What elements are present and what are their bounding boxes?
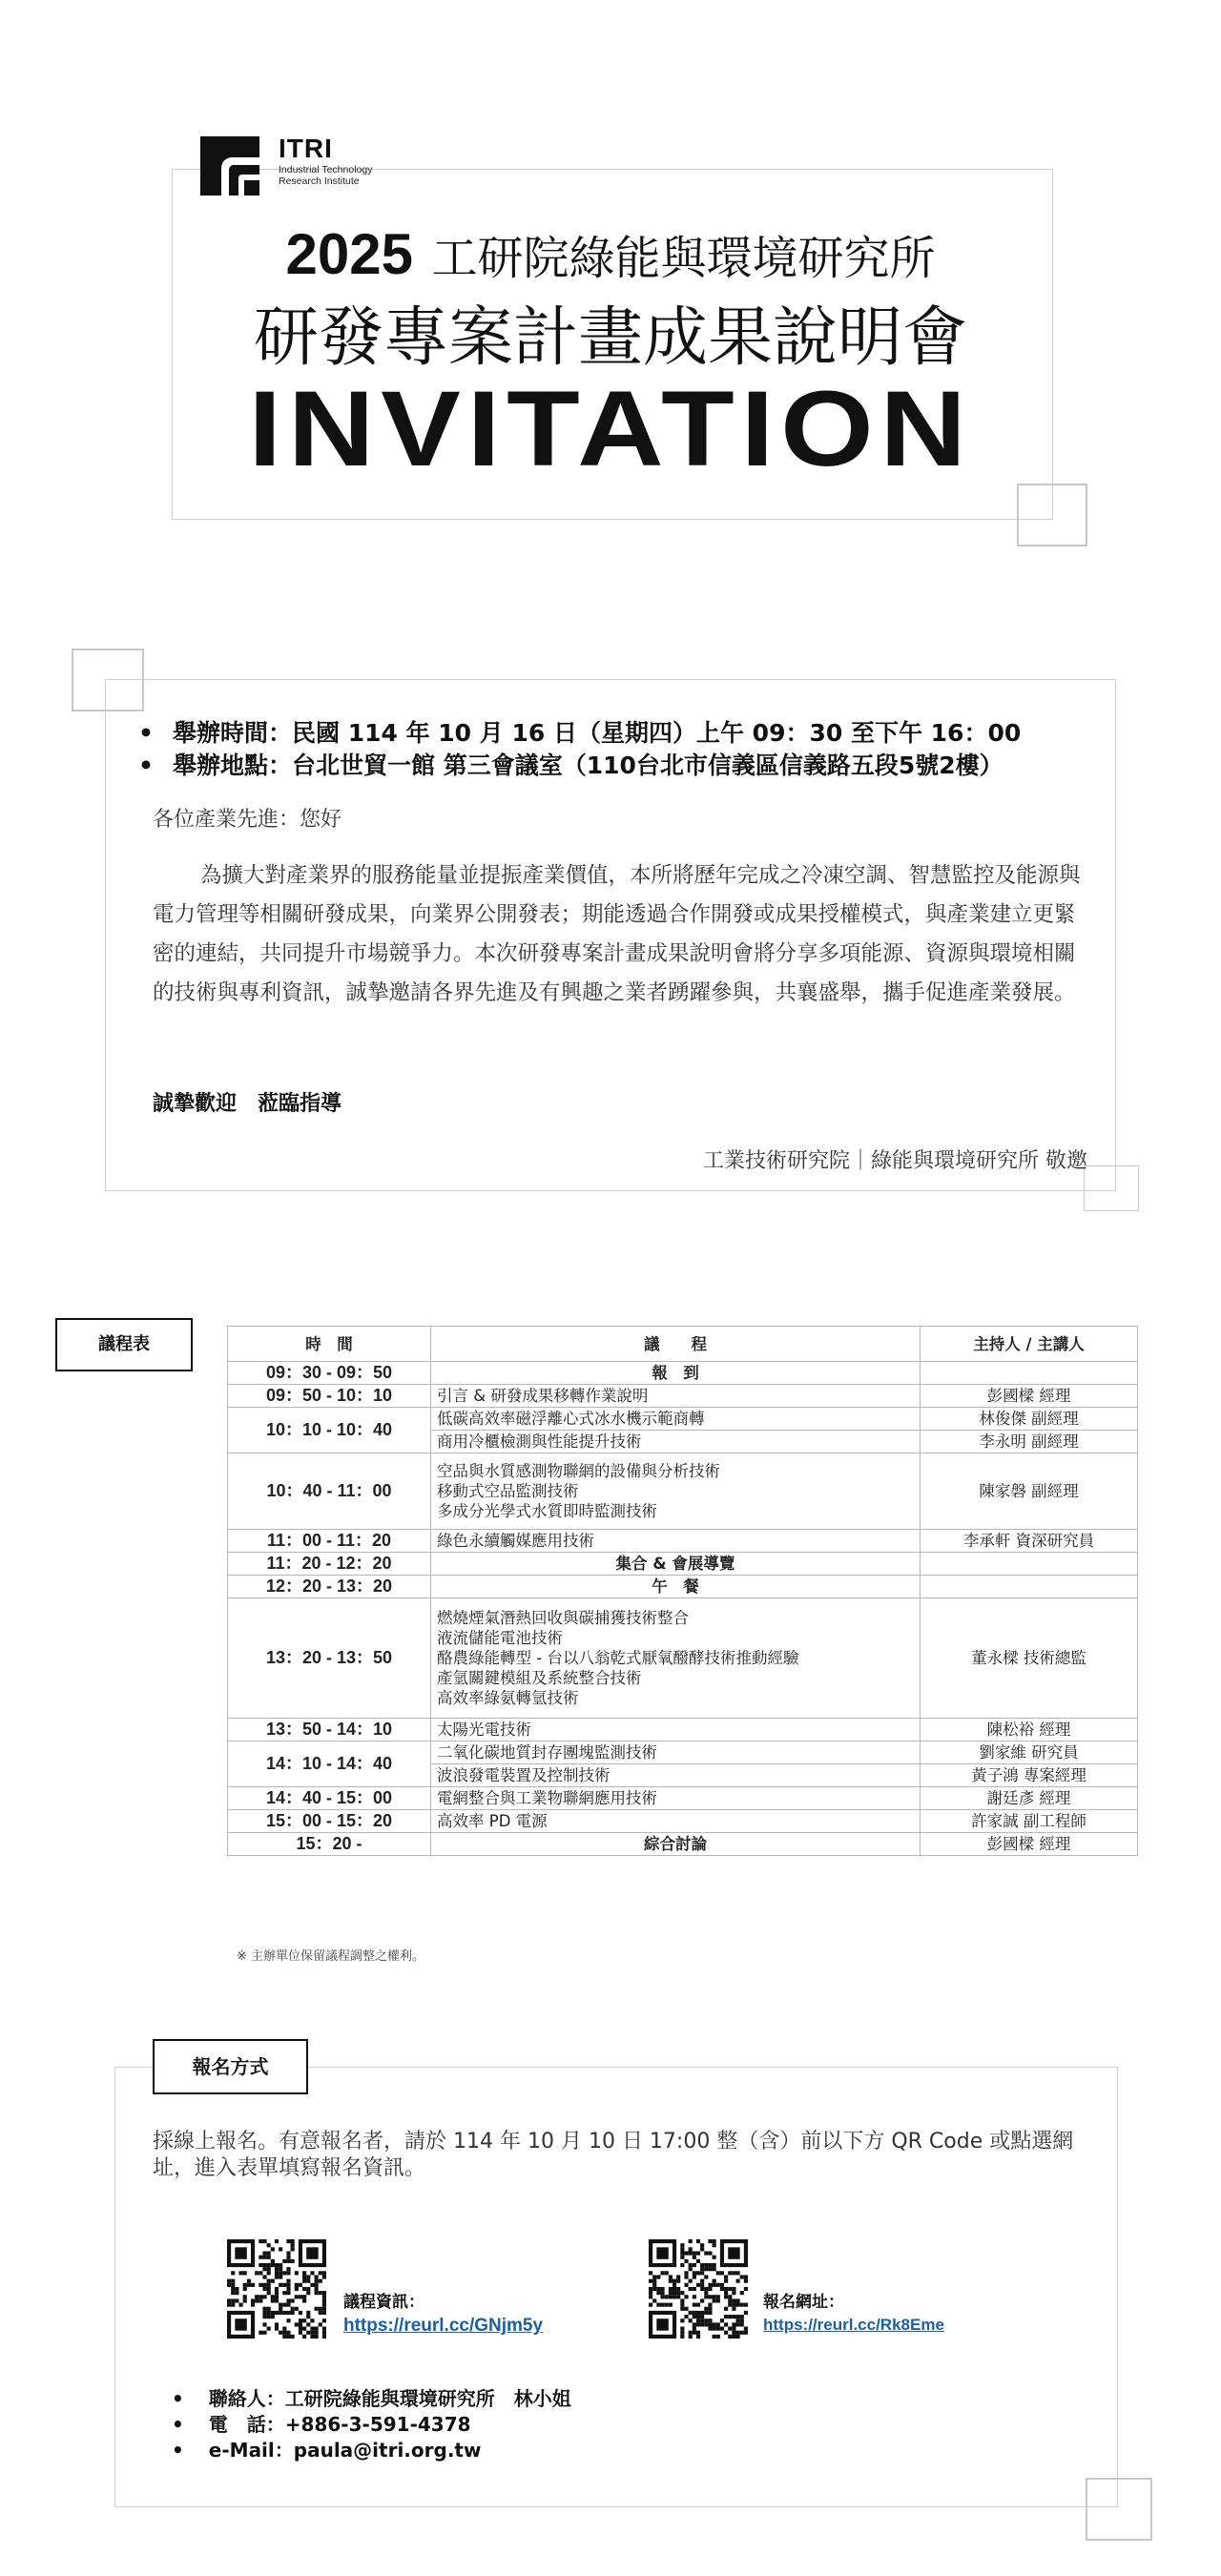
table-row	[228, 1833, 1138, 1856]
qr-registration-info	[763, 2289, 944, 2335]
table-row	[228, 1787, 1138, 1810]
row-speaker: 陳松裕 經理	[921, 1719, 1138, 1741]
agenda-table	[227, 1326, 1138, 1856]
contact-phone: • 電 話：+886-3-591-4378	[172, 2412, 571, 2438]
row-speaker: 李承軒 資深研究員	[921, 1530, 1138, 1553]
row-topic: 集合 & 會展導覽	[431, 1553, 921, 1576]
table-row	[228, 1719, 1138, 1741]
contact-person: • 聯絡人：工研院綠能與環境研究所 林小姐	[172, 2386, 571, 2412]
table-row	[228, 1385, 1138, 1408]
row-topic: 商用冷櫃檢測與性能提升技術	[431, 1431, 921, 1453]
row-time: 11：20 - 12：20	[228, 1553, 431, 1576]
welcome-line: 誠摯歡迎 蒞臨指導	[153, 1092, 342, 1116]
row-time: 14：40 - 15：00	[228, 1787, 431, 1810]
agenda-note: ※ 主辦單位保留議程調整之權利。	[237, 1949, 425, 1964]
row-speaker: 陳家磐 副經理	[921, 1453, 1138, 1530]
row-speaker: 李永明 副經理	[921, 1431, 1138, 1453]
page-title: 研發專案計畫成果說明會	[253, 300, 967, 376]
agenda-label: 議程表	[55, 1318, 193, 1371]
logo-wordmark	[279, 134, 372, 187]
contact-email[interactable]: • e-Mail：paula@itri.org.tw	[172, 2438, 571, 2463]
table-row	[228, 1362, 1138, 1385]
row-time: 15：00 - 15：20	[228, 1810, 431, 1833]
row-speaker: 謝廷彥 經理	[921, 1787, 1138, 1810]
row-time: 15：20 -	[228, 1833, 431, 1856]
row-speaker: 彭國樑 經理	[921, 1833, 1138, 1856]
row-time: 10：10 - 10：40	[228, 1408, 431, 1453]
row-topic: 低碳高效率磁浮離心式冰水機示範商轉	[431, 1408, 921, 1431]
table-row	[228, 1453, 1138, 1530]
row-topic: 太陽光電技術	[431, 1719, 921, 1741]
row-time: 10：40 - 11：00	[228, 1453, 431, 1530]
row-topic: 報 到	[431, 1362, 921, 1385]
row-speaker: 彭國樑 經理	[921, 1385, 1138, 1408]
title-year: 2025	[285, 222, 413, 286]
row-topic: 高效率 PD 電源	[431, 1810, 921, 1833]
qr-agenda-caption: 議程資訊：	[343, 2293, 424, 2312]
signature: 工業技術研究院｜綠能與環境研究所 敬邀	[703, 1149, 1087, 1173]
header-topic: 議 程	[431, 1327, 921, 1362]
qr-agenda-info	[343, 2289, 543, 2337]
itri-logo-icon	[200, 136, 259, 196]
registration-instructions: 採線上報名。有意報名者，請於 114 年 10 月 10 日 17:00 整（含）前以下方 QR Code 或點選網址，進入表單填寫報名資訊。	[153, 2130, 1074, 2180]
row-speaker: 黃子鴻 專案經理	[921, 1764, 1138, 1787]
invitation-body: 為擴大對產業界的服務能量並提振產業價值，本所將歷年完成之冷凍空調、智慧監控及能源與電力管理等相關研發成果，向業界公開發表；期能透過合作開發或成果授權模式，與產業建立更緊密的連結，共同提升市場競爭力。本次研發專案計畫成果說明會將分享多項能源、資源與環境相關的技術與專利資訊，誠摯邀請各界先進及有興趣之業者踴躍參與，共襄盛舉，攜手促進產業發展。	[153, 863, 1081, 1005]
row-speaker	[921, 1576, 1138, 1598]
row-speaker: 許家誠 副工程師	[921, 1810, 1138, 1833]
logo-name: ITRI	[279, 134, 333, 163]
row-speaker: 董永樑 技術總監	[921, 1598, 1138, 1719]
row-topic: 空品與水質感測物聯網的設備與分析技術 移動式空品監測技術 多成分光學式水質即時監測技術	[431, 1453, 921, 1530]
row-time: 12：20 - 13：20	[228, 1576, 431, 1598]
header-time: 時 間	[228, 1327, 431, 1362]
event-time: • 舉辦時間：民國 114 年 10 月 16 日（星期四）上午 09：30 至下午 16：00	[138, 717, 1021, 750]
event-place: • 舉辦地點：台北世貿一館 第三會議室（110台北市信義區信義路五段5號2樓）	[138, 750, 1021, 782]
row-speaker	[921, 1553, 1138, 1576]
logo-subtitle-1: Industrial Technology	[279, 164, 373, 175]
table-row	[228, 1598, 1138, 1719]
contact-info	[172, 2386, 571, 2463]
title-org: 工研院綠能與環境研究所	[431, 232, 936, 285]
qr-code-agenda-icon[interactable]	[227, 2239, 326, 2339]
header-speaker: 主持人 / 主講人	[921, 1327, 1138, 1362]
row-time: 09：50 - 10：10	[228, 1385, 431, 1408]
qr-registration-caption: 報名網址：	[763, 2293, 844, 2312]
row-topic: 燃燒煙氣潛熱回收與碳捕獲技術整合 液流儲能電池技術 酪農綠能轉型 - 台以八翁乾式厭氧醱酵技術推動經驗 產氫關鍵模組及系統整合技術 高效率綠氨轉氫技術	[431, 1598, 921, 1719]
decor-square	[1084, 1165, 1139, 1211]
row-time: 13：50 - 14：10	[228, 1719, 431, 1741]
agenda-link[interactable]: https://reurl.cc/GNjm5y	[343, 2316, 544, 2336]
row-topic: 引言 & 研發成果移轉作業說明	[431, 1385, 921, 1408]
row-topic: 電網整合與工業物聯網應用技術	[431, 1787, 921, 1810]
title-line-1	[172, 221, 1049, 287]
row-time: 11：00 - 11：20	[228, 1530, 431, 1553]
greeting: 各位產業先進：您好	[153, 808, 342, 832]
table-row	[228, 1810, 1138, 1833]
row-time: 09：30 - 09：50	[228, 1362, 431, 1385]
row-time: 13：20 - 13：50	[228, 1598, 431, 1719]
decor-square	[1017, 484, 1087, 546]
row-speaker	[921, 1362, 1138, 1385]
row-topic: 波浪發電裝置及控制技術	[431, 1764, 921, 1787]
logo-subtitle-2: Research Institute	[279, 175, 360, 187]
row-topic: 綠色永續觸媒應用技術	[431, 1530, 921, 1553]
table-row	[228, 1741, 1138, 1764]
decor-square	[72, 649, 144, 711]
table-row	[228, 1576, 1138, 1598]
table-row	[228, 1408, 1138, 1431]
decor-square	[1086, 2478, 1152, 2541]
event-details	[138, 717, 1021, 782]
registration-link[interactable]: https://reurl.cc/Rk8Eme	[763, 2316, 944, 2334]
table-row	[228, 1553, 1138, 1576]
invitation-banner: INVITATION	[248, 369, 973, 488]
row-topic: 午 餐	[431, 1576, 921, 1598]
agenda-header-row	[228, 1327, 1138, 1362]
table-row	[228, 1530, 1138, 1553]
qr-code-registration-icon[interactable]	[649, 2239, 748, 2339]
row-speaker: 劉家維 研究員	[921, 1741, 1138, 1764]
row-topic: 二氧化碳地質封存團塊監測技術	[431, 1741, 921, 1764]
row-speaker: 林俊傑 副經理	[921, 1408, 1138, 1431]
row-time: 14：10 - 14：40	[228, 1741, 431, 1787]
row-topic: 綜合討論	[431, 1833, 921, 1856]
registration-label: 報名方式	[153, 2039, 308, 2094]
